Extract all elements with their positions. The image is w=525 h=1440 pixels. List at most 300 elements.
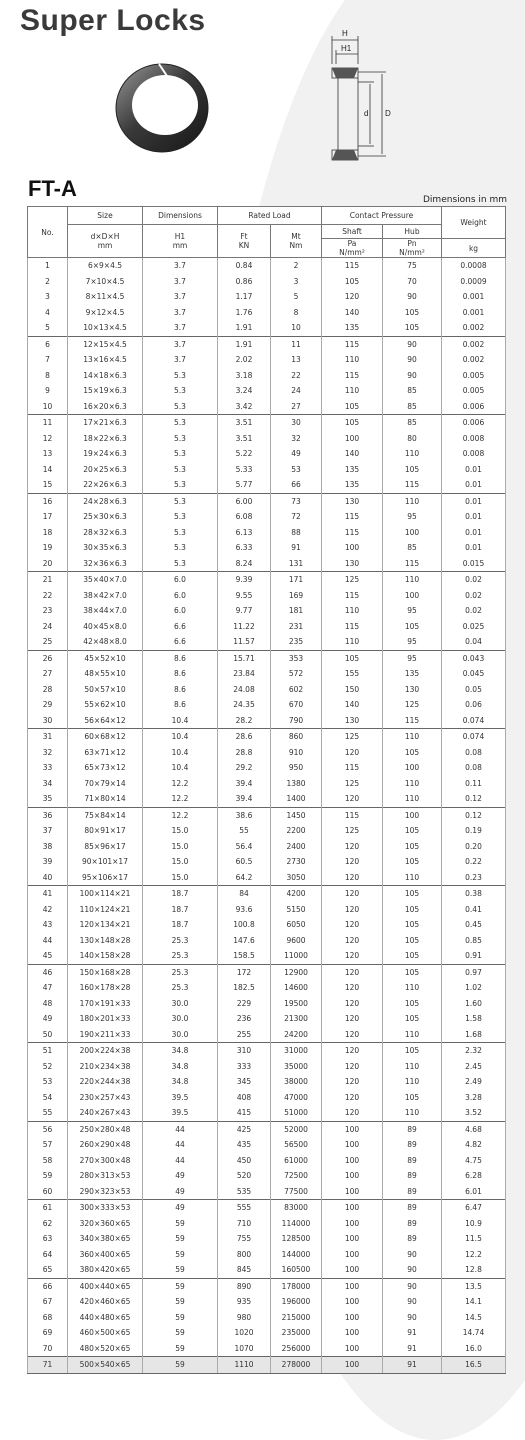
cell-pa: 140 bbox=[322, 697, 383, 713]
h1-subheader bbox=[143, 225, 218, 258]
cell-no: 29 bbox=[28, 697, 68, 713]
table-row bbox=[28, 1043, 506, 1059]
cell-pa: 115 bbox=[322, 619, 383, 635]
pn-label: Pn bbox=[407, 239, 417, 248]
cell-size: 60×68×12 bbox=[68, 729, 143, 745]
cell-weight: 1.02 bbox=[442, 980, 506, 996]
cell-pa: 100 bbox=[322, 1262, 383, 1278]
cell-size: 40×45×8.0 bbox=[68, 619, 143, 635]
cell-size: 18×22×6.3 bbox=[68, 431, 143, 447]
cell-pn: 130 bbox=[383, 682, 442, 698]
cell-size: 190×211×33 bbox=[68, 1027, 143, 1043]
cell-weight: 0.01 bbox=[442, 493, 506, 509]
size-unit: mm bbox=[97, 241, 113, 250]
cell-size: 180×201×33 bbox=[68, 1011, 143, 1027]
cell-h1: 5.3 bbox=[143, 477, 218, 493]
table-row bbox=[28, 588, 506, 604]
table-row bbox=[28, 917, 506, 933]
cell-size: 120×134×21 bbox=[68, 917, 143, 933]
cell-size: 6×9×4.5 bbox=[68, 258, 143, 274]
table-row bbox=[28, 776, 506, 792]
cell-pa: 100 bbox=[322, 1310, 383, 1326]
table-row bbox=[28, 902, 506, 918]
cell-size: 500×540×65 bbox=[68, 1357, 143, 1374]
cell-weight: 0.01 bbox=[442, 509, 506, 525]
cell-weight: 14.5 bbox=[442, 1310, 506, 1326]
cell-mt: 950 bbox=[271, 760, 322, 776]
cell-weight: 2.45 bbox=[442, 1059, 506, 1075]
cell-pn: 110 bbox=[383, 1059, 442, 1075]
cell-weight: 0.0009 bbox=[442, 274, 506, 290]
cell-mt: 73 bbox=[271, 493, 322, 509]
cell-size: 230×257×43 bbox=[68, 1090, 143, 1106]
table-row bbox=[28, 556, 506, 572]
cell-h1: 5.3 bbox=[143, 540, 218, 556]
cell-h1: 15.0 bbox=[143, 823, 218, 839]
cell-pa: 120 bbox=[322, 948, 383, 964]
cell-mt: 19500 bbox=[271, 996, 322, 1012]
cell-size: 270×300×48 bbox=[68, 1153, 143, 1169]
cell-mt: 2730 bbox=[271, 854, 322, 870]
table-row bbox=[28, 1027, 506, 1043]
cell-size: 19×24×6.3 bbox=[68, 446, 143, 462]
table-row bbox=[28, 415, 506, 431]
cell-h1: 3.7 bbox=[143, 289, 218, 305]
cell-pn: 95 bbox=[383, 509, 442, 525]
cell-size: 35×40×7.0 bbox=[68, 572, 143, 588]
cell-pn: 89 bbox=[383, 1168, 442, 1184]
cell-h1: 8.6 bbox=[143, 666, 218, 682]
cell-no: 35 bbox=[28, 791, 68, 807]
cell-weight: 0.043 bbox=[442, 650, 506, 666]
cell-mt: 5 bbox=[271, 289, 322, 305]
spec-table bbox=[27, 206, 506, 1374]
cell-no: 42 bbox=[28, 902, 68, 918]
cell-ft: 28.8 bbox=[218, 745, 271, 761]
cell-mt: 114000 bbox=[271, 1216, 322, 1232]
cell-size: 460×500×65 bbox=[68, 1325, 143, 1341]
table-row bbox=[28, 1278, 506, 1294]
cell-pn: 80 bbox=[383, 431, 442, 447]
cell-pa: 120 bbox=[322, 1105, 383, 1121]
label-d: d bbox=[364, 109, 369, 118]
cell-pn: 105 bbox=[383, 933, 442, 949]
cell-pn: 89 bbox=[383, 1153, 442, 1169]
cell-ft: 3.24 bbox=[218, 383, 271, 399]
table-row bbox=[28, 760, 506, 776]
cell-weight: 0.05 bbox=[442, 682, 506, 698]
cell-ft: 29.2 bbox=[218, 760, 271, 776]
cell-mt: 6050 bbox=[271, 917, 322, 933]
cell-h1: 3.7 bbox=[143, 274, 218, 290]
cell-weight: 0.008 bbox=[442, 431, 506, 447]
cell-size: 70×79×14 bbox=[68, 776, 143, 792]
table-row bbox=[28, 886, 506, 902]
cell-pn: 105 bbox=[383, 948, 442, 964]
cell-weight: 0.45 bbox=[442, 917, 506, 933]
cell-size: 380×420×65 bbox=[68, 1262, 143, 1278]
cell-h1: 59 bbox=[143, 1247, 218, 1263]
cell-pn: 90 bbox=[383, 1310, 442, 1326]
cell-h1: 25.3 bbox=[143, 948, 218, 964]
cell-h1: 5.3 bbox=[143, 556, 218, 572]
table-row bbox=[28, 1137, 506, 1153]
cell-ft: 28.6 bbox=[218, 729, 271, 745]
cell-h1: 5.3 bbox=[143, 509, 218, 525]
cell-ft: 800 bbox=[218, 1247, 271, 1263]
table-row bbox=[28, 729, 506, 745]
cell-no: 18 bbox=[28, 525, 68, 541]
cell-no: 24 bbox=[28, 619, 68, 635]
table-row bbox=[28, 1184, 506, 1200]
cell-size: 240×267×43 bbox=[68, 1105, 143, 1121]
cell-mt: 8 bbox=[271, 305, 322, 321]
cell-pn: 105 bbox=[383, 917, 442, 933]
cell-weight: 0.38 bbox=[442, 886, 506, 902]
cell-pa: 120 bbox=[322, 839, 383, 855]
cell-h1: 59 bbox=[143, 1325, 218, 1341]
cell-no: 12 bbox=[28, 431, 68, 447]
cell-ft: 23.84 bbox=[218, 666, 271, 682]
cell-h1: 5.3 bbox=[143, 493, 218, 509]
cell-mt: 31000 bbox=[271, 1043, 322, 1059]
cell-ft: 345 bbox=[218, 1074, 271, 1090]
cell-h1: 49 bbox=[143, 1200, 218, 1216]
table-row bbox=[28, 807, 506, 823]
cell-no: 59 bbox=[28, 1168, 68, 1184]
cell-pn: 105 bbox=[383, 1043, 442, 1059]
dimensions-note: Dimensions in mm bbox=[423, 195, 507, 205]
cell-weight: 0.04 bbox=[442, 634, 506, 650]
cell-ft: 172 bbox=[218, 964, 271, 980]
cell-weight: 4.75 bbox=[442, 1153, 506, 1169]
cell-h1: 59 bbox=[143, 1231, 218, 1247]
table-row bbox=[28, 509, 506, 525]
cell-ft: 60.5 bbox=[218, 854, 271, 870]
cell-pn: 105 bbox=[383, 462, 442, 478]
cell-no: 19 bbox=[28, 540, 68, 556]
cell-size: 290×323×53 bbox=[68, 1184, 143, 1200]
cell-mt: 32 bbox=[271, 431, 322, 447]
table-row bbox=[28, 336, 506, 352]
cell-no: 71 bbox=[28, 1357, 68, 1374]
cell-h1: 25.3 bbox=[143, 933, 218, 949]
cell-pa: 115 bbox=[322, 588, 383, 604]
pn-unit: N/mm² bbox=[399, 248, 425, 257]
cell-no: 55 bbox=[28, 1105, 68, 1121]
table-row bbox=[28, 1294, 506, 1310]
cell-pn: 91 bbox=[383, 1357, 442, 1374]
cell-no: 23 bbox=[28, 603, 68, 619]
cell-weight: 0.08 bbox=[442, 745, 506, 761]
table-row bbox=[28, 352, 506, 368]
cell-ft: 6.33 bbox=[218, 540, 271, 556]
cell-weight: 14.1 bbox=[442, 1294, 506, 1310]
cell-h1: 8.6 bbox=[143, 682, 218, 698]
cell-pn: 105 bbox=[383, 823, 442, 839]
cell-pa: 100 bbox=[322, 1200, 383, 1216]
cell-size: 32×36×6.3 bbox=[68, 556, 143, 572]
cell-size: 12×15×4.5 bbox=[68, 336, 143, 352]
cell-h1: 39.5 bbox=[143, 1090, 218, 1106]
cell-h1: 25.3 bbox=[143, 964, 218, 980]
cell-no: 70 bbox=[28, 1341, 68, 1357]
cell-h1: 12.2 bbox=[143, 791, 218, 807]
cell-size: 95×106×17 bbox=[68, 870, 143, 886]
ft-subheader bbox=[218, 225, 271, 258]
h1-unit: mm bbox=[172, 241, 188, 250]
cell-ft: 755 bbox=[218, 1231, 271, 1247]
cell-no: 39 bbox=[28, 854, 68, 870]
size-sub-label: d×D×H bbox=[90, 232, 120, 241]
table-row bbox=[28, 870, 506, 886]
cell-size: 250×280×48 bbox=[68, 1121, 143, 1137]
table-row bbox=[28, 1200, 506, 1216]
cell-mt: 72 bbox=[271, 509, 322, 525]
cell-mt: 215000 bbox=[271, 1310, 322, 1326]
cell-h1: 25.3 bbox=[143, 980, 218, 996]
cell-h1: 3.7 bbox=[143, 305, 218, 321]
cell-ft: 5.33 bbox=[218, 462, 271, 478]
cell-mt: 256000 bbox=[271, 1341, 322, 1357]
cell-no: 51 bbox=[28, 1043, 68, 1059]
cell-mt: 1400 bbox=[271, 791, 322, 807]
cell-size: 38×44×7.0 bbox=[68, 603, 143, 619]
cell-h1: 12.2 bbox=[143, 776, 218, 792]
mt-subheader bbox=[271, 225, 322, 258]
cell-h1: 34.8 bbox=[143, 1043, 218, 1059]
cell-weight: 0.97 bbox=[442, 964, 506, 980]
cell-pa: 115 bbox=[322, 368, 383, 384]
cell-ft: 890 bbox=[218, 1278, 271, 1294]
cell-pn: 110 bbox=[383, 870, 442, 886]
cell-size: 360×400×65 bbox=[68, 1247, 143, 1263]
cell-size: 280×313×53 bbox=[68, 1168, 143, 1184]
cell-mt: 353 bbox=[271, 650, 322, 666]
cell-weight: 6.47 bbox=[442, 1200, 506, 1216]
cell-ft: 2.02 bbox=[218, 352, 271, 368]
cell-mt: 2400 bbox=[271, 839, 322, 855]
table-row bbox=[28, 619, 506, 635]
cell-pn: 91 bbox=[383, 1341, 442, 1357]
cell-no: 58 bbox=[28, 1153, 68, 1169]
table-row bbox=[28, 964, 506, 980]
cell-pn: 110 bbox=[383, 1105, 442, 1121]
cell-ft: 3.51 bbox=[218, 415, 271, 431]
cell-mt: 2200 bbox=[271, 823, 322, 839]
cell-pn: 105 bbox=[383, 320, 442, 336]
cell-pn: 115 bbox=[383, 477, 442, 493]
table-row bbox=[28, 1231, 506, 1247]
cell-size: 210×234×38 bbox=[68, 1059, 143, 1075]
cell-mt: 52000 bbox=[271, 1121, 322, 1137]
cell-h1: 18.7 bbox=[143, 917, 218, 933]
cell-weight: 0.074 bbox=[442, 713, 506, 729]
table-row bbox=[28, 1341, 506, 1357]
cell-weight: 6.28 bbox=[442, 1168, 506, 1184]
cell-no: 32 bbox=[28, 745, 68, 761]
table-row bbox=[28, 493, 506, 509]
cell-ft: 8.24 bbox=[218, 556, 271, 572]
cell-h1: 44 bbox=[143, 1137, 218, 1153]
cell-no: 9 bbox=[28, 383, 68, 399]
cell-h1: 15.0 bbox=[143, 839, 218, 855]
cell-mt: 3050 bbox=[271, 870, 322, 886]
cell-weight: 11.5 bbox=[442, 1231, 506, 1247]
cell-ft: 15.71 bbox=[218, 650, 271, 666]
cell-mt: 181 bbox=[271, 603, 322, 619]
cell-size: 50×57×10 bbox=[68, 682, 143, 698]
cell-size: 100×114×21 bbox=[68, 886, 143, 902]
cell-mt: 128500 bbox=[271, 1231, 322, 1247]
cell-pa: 120 bbox=[322, 289, 383, 305]
cell-h1: 49 bbox=[143, 1168, 218, 1184]
cell-size: 220×244×38 bbox=[68, 1074, 143, 1090]
cell-h1: 30.0 bbox=[143, 996, 218, 1012]
cell-mt: 83000 bbox=[271, 1200, 322, 1216]
cell-size: 85×96×17 bbox=[68, 839, 143, 855]
cell-pn: 105 bbox=[383, 305, 442, 321]
cell-weight: 1.68 bbox=[442, 1027, 506, 1043]
cell-h1: 6.6 bbox=[143, 619, 218, 635]
cell-ft: 415 bbox=[218, 1105, 271, 1121]
cell-weight: 0.074 bbox=[442, 729, 506, 745]
cell-size: 42×48×8.0 bbox=[68, 634, 143, 650]
cell-pa: 100 bbox=[322, 431, 383, 447]
cell-weight: 0.0008 bbox=[442, 258, 506, 274]
cell-pn: 105 bbox=[383, 619, 442, 635]
cell-mt: 231 bbox=[271, 619, 322, 635]
cell-weight: 0.002 bbox=[442, 352, 506, 368]
cell-ft: 182.5 bbox=[218, 980, 271, 996]
cell-no: 47 bbox=[28, 980, 68, 996]
cell-pn: 105 bbox=[383, 996, 442, 1012]
table-row bbox=[28, 462, 506, 478]
cell-mt: 196000 bbox=[271, 1294, 322, 1310]
table-row bbox=[28, 1216, 506, 1232]
cell-pa: 100 bbox=[322, 540, 383, 556]
cell-mt: 91 bbox=[271, 540, 322, 556]
cell-ft: 24.35 bbox=[218, 697, 271, 713]
cell-mt: 21300 bbox=[271, 1011, 322, 1027]
cell-mt: 2 bbox=[271, 258, 322, 274]
table-row bbox=[28, 839, 506, 855]
cell-no: 40 bbox=[28, 870, 68, 886]
cell-no: 62 bbox=[28, 1216, 68, 1232]
cell-pn: 110 bbox=[383, 729, 442, 745]
cell-weight: 0.002 bbox=[442, 336, 506, 352]
cell-mt: 10 bbox=[271, 320, 322, 336]
cell-ft: 408 bbox=[218, 1090, 271, 1106]
hub-subheader: Hub bbox=[383, 225, 442, 239]
spec-table-container bbox=[27, 206, 505, 1374]
cell-size: 45×52×10 bbox=[68, 650, 143, 666]
cell-pn: 85 bbox=[383, 540, 442, 556]
cell-mt: 670 bbox=[271, 697, 322, 713]
cell-pa: 120 bbox=[322, 917, 383, 933]
cell-pn: 115 bbox=[383, 713, 442, 729]
cell-no: 15 bbox=[28, 477, 68, 493]
ft-unit: KN bbox=[238, 241, 250, 250]
cell-ft: 11.57 bbox=[218, 634, 271, 650]
cell-weight: 0.41 bbox=[442, 902, 506, 918]
cell-pa: 100 bbox=[322, 1231, 383, 1247]
table-row bbox=[28, 368, 506, 384]
cell-no: 44 bbox=[28, 933, 68, 949]
cell-pn: 90 bbox=[383, 1278, 442, 1294]
table-row bbox=[28, 933, 506, 949]
cell-pa: 125 bbox=[322, 572, 383, 588]
cell-h1: 6.0 bbox=[143, 603, 218, 619]
cell-ft: 28.2 bbox=[218, 713, 271, 729]
cell-size: 25×30×6.3 bbox=[68, 509, 143, 525]
cell-ft: 100.8 bbox=[218, 917, 271, 933]
cell-pa: 100 bbox=[322, 1137, 383, 1153]
cell-no: 8 bbox=[28, 368, 68, 384]
cell-size: 200×224×38 bbox=[68, 1043, 143, 1059]
cell-pn: 75 bbox=[383, 258, 442, 274]
cell-no: 37 bbox=[28, 823, 68, 839]
page-header bbox=[0, 0, 525, 205]
cell-ft: 255 bbox=[218, 1027, 271, 1043]
cell-pa: 100 bbox=[322, 1294, 383, 1310]
cell-size: 260×290×48 bbox=[68, 1137, 143, 1153]
table-row bbox=[28, 634, 506, 650]
cell-weight: 0.02 bbox=[442, 603, 506, 619]
cell-pa: 120 bbox=[322, 964, 383, 980]
cell-pa: 110 bbox=[322, 634, 383, 650]
cell-no: 25 bbox=[28, 634, 68, 650]
cell-pa: 135 bbox=[322, 477, 383, 493]
cell-pn: 85 bbox=[383, 399, 442, 415]
cell-mt: 56500 bbox=[271, 1137, 322, 1153]
cell-pn: 105 bbox=[383, 745, 442, 761]
cell-ft: 236 bbox=[218, 1011, 271, 1027]
cell-mt: 278000 bbox=[271, 1357, 322, 1374]
cell-pn: 135 bbox=[383, 666, 442, 682]
cell-pa: 115 bbox=[322, 258, 383, 274]
cell-no: 50 bbox=[28, 1027, 68, 1043]
cell-pa: 120 bbox=[322, 1011, 383, 1027]
col-no-header: No. bbox=[28, 207, 68, 258]
cell-size: 440×480×65 bbox=[68, 1310, 143, 1326]
cell-ft: 55 bbox=[218, 823, 271, 839]
cell-h1: 10.4 bbox=[143, 713, 218, 729]
cell-h1: 59 bbox=[143, 1310, 218, 1326]
cell-no: 26 bbox=[28, 650, 68, 666]
cell-ft: 93.6 bbox=[218, 902, 271, 918]
cell-no: 69 bbox=[28, 1325, 68, 1341]
cell-no: 53 bbox=[28, 1074, 68, 1090]
cell-pn: 100 bbox=[383, 588, 442, 604]
cell-pa: 100 bbox=[322, 1278, 383, 1294]
cell-h1: 30.0 bbox=[143, 1011, 218, 1027]
cell-weight: 0.001 bbox=[442, 289, 506, 305]
cell-h1: 15.0 bbox=[143, 854, 218, 870]
cell-weight: 3.28 bbox=[442, 1090, 506, 1106]
cell-pa: 120 bbox=[322, 1027, 383, 1043]
cell-weight: 0.006 bbox=[442, 399, 506, 415]
pa-subheader bbox=[322, 239, 383, 258]
cell-size: 400×440×65 bbox=[68, 1278, 143, 1294]
cell-pn: 90 bbox=[383, 368, 442, 384]
cell-mt: 30 bbox=[271, 415, 322, 431]
cell-h1: 34.8 bbox=[143, 1074, 218, 1090]
cell-weight: 0.006 bbox=[442, 415, 506, 431]
cell-pa: 140 bbox=[322, 446, 383, 462]
cell-pa: 130 bbox=[322, 556, 383, 572]
cell-mt: 27 bbox=[271, 399, 322, 415]
